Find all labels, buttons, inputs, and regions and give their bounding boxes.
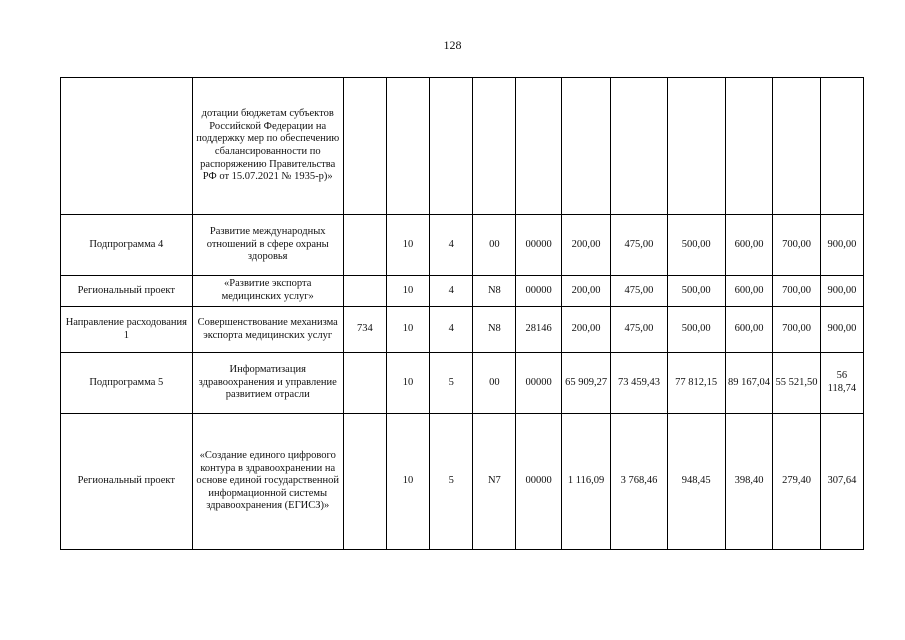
cell-level: Направление расходования 1 <box>61 307 193 353</box>
cell-gp: 10 <box>386 414 429 550</box>
cell-value: 900,00 <box>820 276 863 307</box>
cell-gp: 10 <box>386 353 429 414</box>
cell-gp: 10 <box>386 276 429 307</box>
cell-om: 00 <box>473 353 516 414</box>
cell-value: 700,00 <box>773 215 820 276</box>
cell-value <box>820 78 863 215</box>
cell-value: 475,00 <box>611 276 667 307</box>
cell-value: 900,00 <box>820 215 863 276</box>
cell-name: «Создание единого цифрового контура в здравоохранении на основе единой государственной информационной системы здравоохранения (ЕГИСЗ)» <box>192 414 343 550</box>
cell-value: 73 459,43 <box>611 353 667 414</box>
cell-dir: 00000 <box>516 414 561 550</box>
cell-value: 398,40 <box>725 414 772 550</box>
cell-value <box>725 78 772 215</box>
cell-value: 200,00 <box>561 307 611 353</box>
cell-value: 500,00 <box>667 307 725 353</box>
cell-value <box>561 78 611 215</box>
cell-value: 200,00 <box>561 276 611 307</box>
cell-gp: 10 <box>386 215 429 276</box>
cell-value <box>611 78 667 215</box>
cell-value <box>773 78 820 215</box>
cell-om: N8 <box>473 307 516 353</box>
cell-om <box>473 78 516 215</box>
cell-value: 900,00 <box>820 307 863 353</box>
cell-om: 00 <box>473 215 516 276</box>
budget-table <box>60 77 864 550</box>
cell-name: Информатизация здравоохранения и управление развитием отрасли <box>192 353 343 414</box>
cell-name: Совершенствование механизма экспорта медицинских услуг <box>192 307 343 353</box>
cell-pp: 4 <box>430 215 473 276</box>
cell-value: 700,00 <box>773 307 820 353</box>
cell-gp: 10 <box>386 307 429 353</box>
table-row <box>61 215 864 276</box>
cell-value: 65 909,27 <box>561 353 611 414</box>
cell-grbs <box>343 353 386 414</box>
table-row <box>61 307 864 353</box>
cell-grbs: 734 <box>343 307 386 353</box>
table-row <box>61 414 864 550</box>
cell-om: N8 <box>473 276 516 307</box>
cell-pp <box>430 78 473 215</box>
cell-pp: 4 <box>430 276 473 307</box>
table-row <box>61 353 864 414</box>
cell-value <box>667 78 725 215</box>
cell-grbs <box>343 414 386 550</box>
cell-value: 55 521,50 <box>773 353 820 414</box>
cell-pp: 5 <box>430 414 473 550</box>
cell-level: Региональный проект <box>61 414 193 550</box>
cell-value: 948,45 <box>667 414 725 550</box>
cell-value: 77 812,15 <box>667 353 725 414</box>
cell-name: «Развитие экспорта медицинских услуг» <box>192 276 343 307</box>
cell-level: Подпрограмма 4 <box>61 215 193 276</box>
cell-value: 475,00 <box>611 307 667 353</box>
cell-value: 279,40 <box>773 414 820 550</box>
cell-value: 307,64 <box>820 414 863 550</box>
cell-level <box>61 78 193 215</box>
cell-value: 600,00 <box>725 307 772 353</box>
cell-value: 1 116,09 <box>561 414 611 550</box>
cell-grbs <box>343 78 386 215</box>
table-row <box>61 78 864 215</box>
cell-dir: 00000 <box>516 215 561 276</box>
cell-pp: 4 <box>430 307 473 353</box>
cell-value: 3 768,46 <box>611 414 667 550</box>
cell-gp <box>386 78 429 215</box>
cell-grbs <box>343 276 386 307</box>
cell-dir <box>516 78 561 215</box>
cell-pp: 5 <box>430 353 473 414</box>
cell-name: дотации бюджетам субъектов Российской Федерации на поддержку мер по обеспечению сбалансированности по распоряжению Правительства РФ от 15.07.2021 № 1935-р)» <box>192 78 343 215</box>
table-row <box>61 276 864 307</box>
cell-value: 475,00 <box>611 215 667 276</box>
cell-value: 56 118,74 <box>820 353 863 414</box>
cell-value: 700,00 <box>773 276 820 307</box>
cell-value: 89 167,04 <box>725 353 772 414</box>
cell-level: Подпрограмма 5 <box>61 353 193 414</box>
cell-dir: 00000 <box>516 276 561 307</box>
cell-value: 200,00 <box>561 215 611 276</box>
cell-name: Развитие международных отношений в сфере охраны здоровья <box>192 215 343 276</box>
cell-value: 600,00 <box>725 215 772 276</box>
cell-dir: 00000 <box>516 353 561 414</box>
cell-om: N7 <box>473 414 516 550</box>
cell-grbs <box>343 215 386 276</box>
cell-level: Региональный проект <box>61 276 193 307</box>
cell-value: 600,00 <box>725 276 772 307</box>
cell-dir: 28146 <box>516 307 561 353</box>
cell-value: 500,00 <box>667 215 725 276</box>
page-number: 128 <box>443 38 462 52</box>
cell-value: 500,00 <box>667 276 725 307</box>
